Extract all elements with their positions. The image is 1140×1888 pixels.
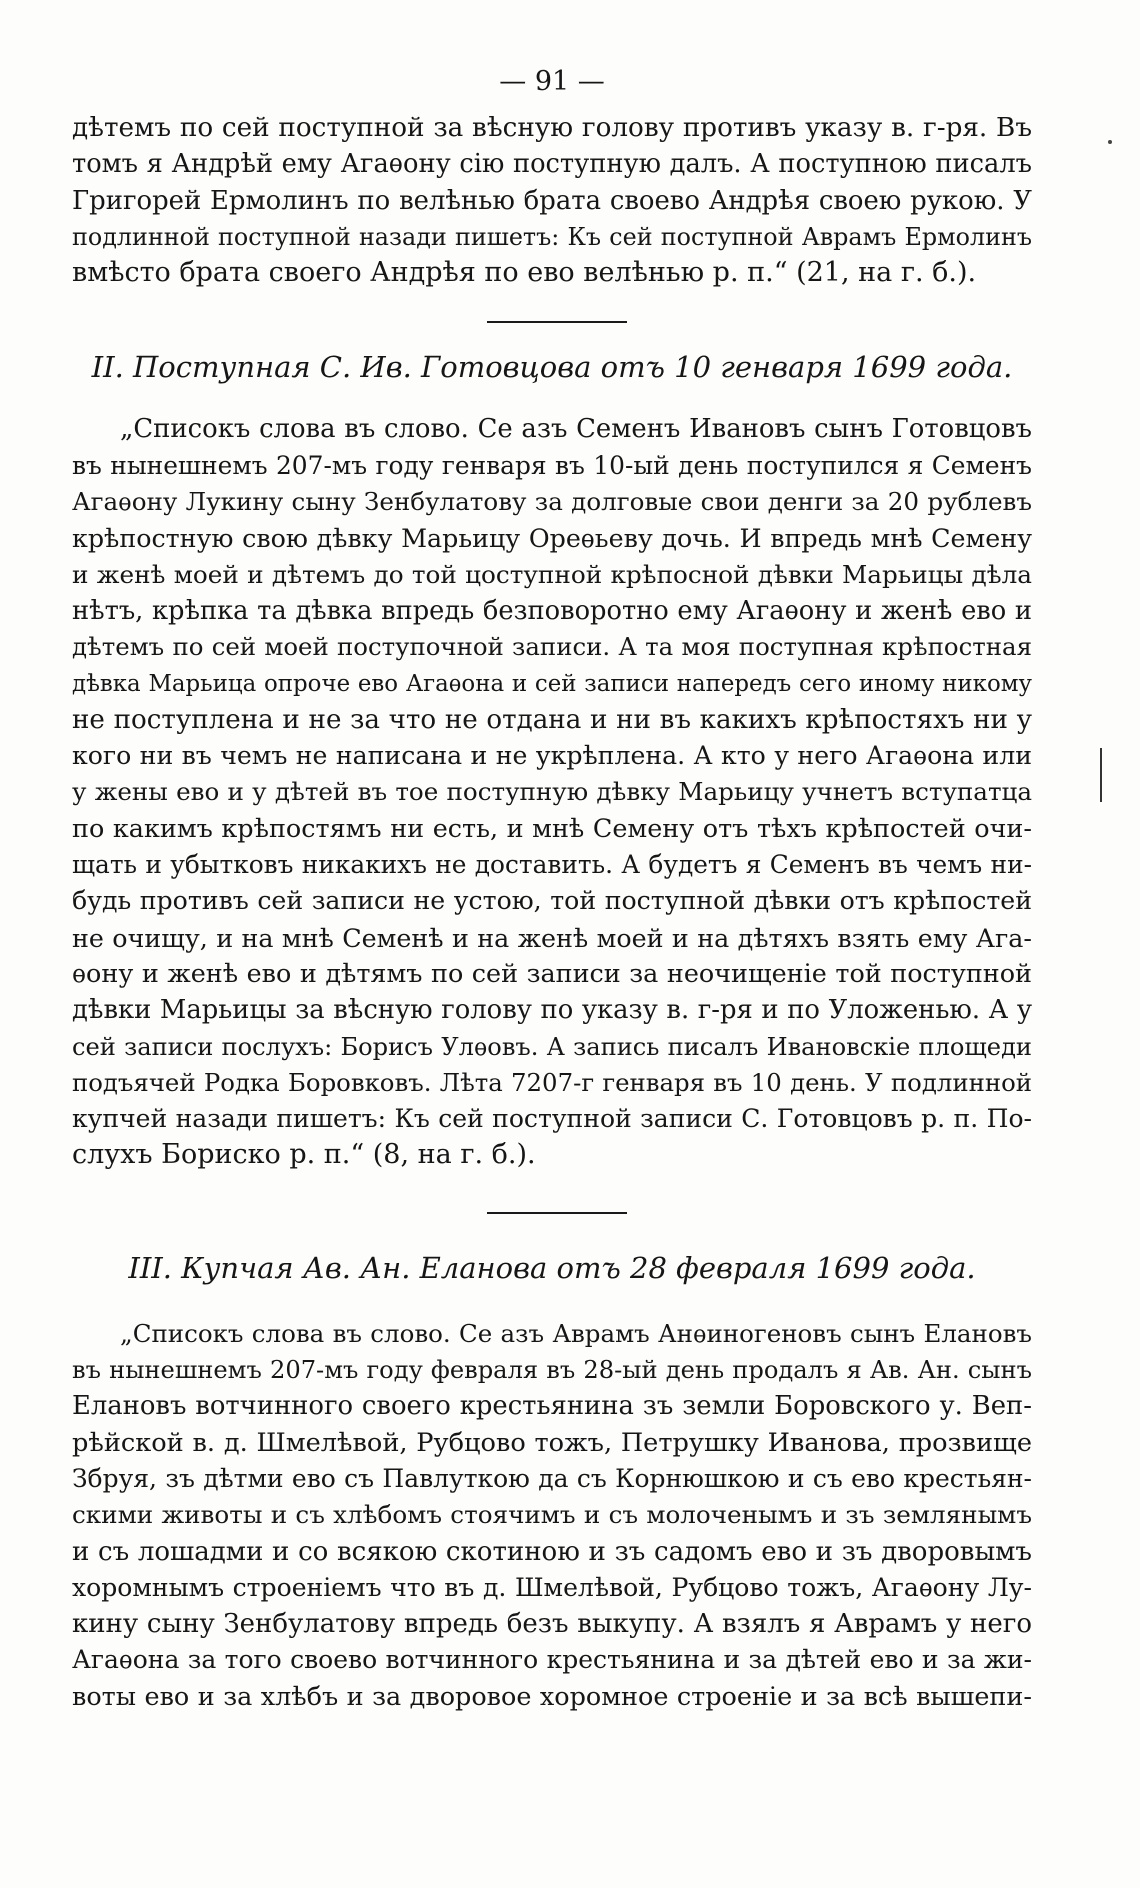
- text-line: въ нынешнемъ 207-мъ году генваря въ 10-ый день поступился я Семенъ: [72, 450, 1032, 480]
- text-line: у жены ево и у дѣтей въ тое поступную дѣвку Марьицу учнетъ вступатца: [72, 777, 1032, 807]
- text-line: Збруя, зъ дѣтми ево съ Павлуткою да съ Корнюшкою и съ ево крестьян-: [72, 1463, 1032, 1493]
- text-line: не поступлена и не за что не отдана и ни въ какихъ крѣпостяхъ ни у: [72, 704, 1032, 735]
- text-line: Агаѳона за того своево вотчинного крестьянина и за дѣтей ево и за жи-: [72, 1645, 1032, 1675]
- text-line: скими животы и съ хлѣбомъ стоячимъ и съ молоченымъ и зъ землянымъ: [72, 1500, 1032, 1530]
- text-line: нѣтъ, крѣпка та дѣвка впредь безповоротно ему Агаѳону и женѣ ево и: [72, 595, 1032, 626]
- text-line: по какимъ крѣпостямъ ни есть, и мнѣ Семену отъ тѣхъ крѣпостей очи-: [72, 813, 1032, 844]
- text-line: и съ лошадми и со всякою скотиною и зъ садомъ ево и зъ дворовымъ: [72, 1536, 1032, 1567]
- text-line: „Списокъ слова въ слово. Се азъ Аврамъ Анѳиногеновъ сынъ Елановъ: [120, 1318, 1032, 1348]
- text-line: Григорей Ермолинъ по велѣнью брата своево Андрѣя своею рукою. У: [72, 185, 1032, 216]
- text-line: „Списокъ слова въ слово. Се азъ Семенъ Ивановъ сынъ Готовцовъ: [120, 414, 1032, 445]
- text-line: купчей назади пишетъ: Къ сей поступной записи С. Готовцовъ р. п. По-: [72, 1104, 1032, 1134]
- text-line: дѣтемъ по сей моей поступочной записи. А та моя поступная крѣпостная: [72, 632, 1032, 662]
- text-line: щать и убытковъ никакихъ не доставить. А будетъ я Семенъ въ чемъ ни-: [72, 850, 1032, 880]
- text-line: Елановъ вотчинного своего крестьянина зъ земли Боровского у. Веп-: [72, 1391, 1032, 1422]
- text-line: кину сыну Зенбулатову впредь безъ выкупу. А взялъ я Аврамъ у него: [72, 1609, 1032, 1640]
- text-line: подъячей Родка Боровковъ. Лѣта 7207-г генваря въ 10 день. У подлинной: [72, 1067, 1032, 1097]
- text-line: крѣпостную свою дѣвку Марьицу Ореѳьеву дочь. И впредь мнѣ Семену: [72, 523, 1032, 554]
- text-line: подлинной поступной назади пишетъ: Къ сей поступной Аврамъ Ермолинъ: [72, 222, 1032, 251]
- section1-tail-paragraph: [72, 110, 1032, 291]
- margin-mark: [1100, 748, 1102, 802]
- section-divider: [487, 1212, 627, 1214]
- text-line: воты ево и за хлѣбъ и за дворовое хоромное строенiе и за всѣ вышепи-: [72, 1681, 1032, 1712]
- text-line: дѣтемъ по сей поступной за вѣсную голову противъ указу в. г-ря. Въ: [72, 113, 1032, 143]
- text-line: будь противъ сей записи не устою, той поступной дѣвки отъ крѣпостей: [72, 886, 1032, 916]
- text-line: хоромнымъ строенiемъ что въ д. Шмелѣвой, Рубцово тожъ, Агаѳону Лу-: [72, 1572, 1032, 1602]
- text-line: рѣйской в. д. Шмелѣвой, Рубцово тожъ, Петрушку Иванова, прозвище: [72, 1427, 1032, 1458]
- text-line: дѣвки Марьицы за вѣсную голову по указу в. г-ря и по Уложенью. А у: [72, 995, 1032, 1026]
- text-line: въ нынешнемъ 207-мъ году февраля въ 28-ый день продалъ я Ав. Ан. сынъ: [72, 1356, 1032, 1385]
- text-line: вмѣсто брата своего Андрѣя по ево велѣнью р. п.“ (21, на г. б.).: [72, 257, 977, 289]
- text-line: слухъ Бориско р. п.“ (8, на г. б.).: [72, 1139, 536, 1171]
- page-number: — 91 —: [499, 66, 605, 97]
- section2-heading: II. Поступная С. Ив. Готовцова отъ 10 генваря 1699 года.: [91, 350, 1013, 385]
- text-line: кого ни въ чемъ не написана и не укрѣплена. А кто у него Агаѳона или: [72, 741, 1032, 771]
- margin-speck: [1108, 140, 1112, 144]
- section3-paragraph: [72, 1316, 1032, 1715]
- text-line: сей записи послухъ: Борисъ Улѳовъ. А запись писалъ Ивановскiе площеди: [72, 1032, 1032, 1061]
- section-divider: [487, 321, 627, 323]
- text-line: не очищу, и на мнѣ Семенѣ и на женѣ моей и на дѣтяхъ взять ему Ага-: [72, 922, 1032, 953]
- text-line: ѳону и женѣ ево и дѣтямъ по сей записи за неочищенiе той поступной: [72, 958, 1032, 989]
- section2-paragraph: [72, 411, 1032, 1173]
- text-line: и женѣ моей и дѣтемъ до той цоступной крѣпосной дѣвки Марьицы дѣла: [72, 559, 1032, 589]
- text-line: Агаѳону Лукину сыну Зенбулатову за долговые свои денги за 20 рублевъ: [72, 487, 1032, 517]
- text-line: дѣвка Марьица опроче ево Агаѳона и сей записи напередъ сего иному никому: [72, 670, 1032, 697]
- text-line: томъ я Андрѣй ему Агаѳону сiю поступную далъ. А поступною писалъ: [72, 149, 1032, 180]
- section3-heading: III. Купчая Ав. Ан. Еланова отъ 28 февраля 1699 года.: [128, 1250, 976, 1285]
